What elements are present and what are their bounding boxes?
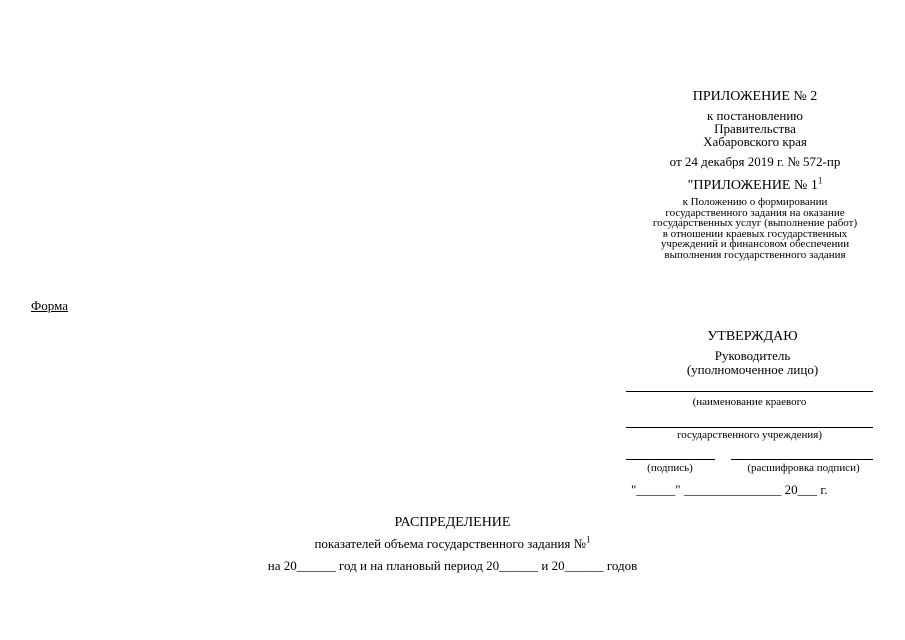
institution-caption-2: государственного учреждения) [677, 429, 822, 441]
inner-appendix-line: учреждений и финансовом обеспечении [660, 238, 850, 250]
document-period: на 20______ год и на плановый период 20______ и 20______ годов [267, 558, 638, 573]
institution-name-line [626, 391, 873, 392]
institution-name-line-2 [626, 427, 873, 428]
approve-role-2: (уполномоченное лицо) [686, 362, 819, 377]
form-label: Форма [31, 298, 68, 313]
document-subtitle [200, 536, 705, 552]
document-subtitle-text: показателей объема государственного задания № [314, 536, 587, 551]
appendix-date: от 24 декабря 2019 г. № 572-пр [669, 154, 841, 169]
document-title: РАСПРЕДЕЛЕНИЕ [394, 515, 511, 530]
decode-line [731, 459, 873, 460]
inner-appendix-title [640, 175, 870, 194]
approval-date-line: "______" _______________ 20___ г. [631, 482, 828, 497]
appendix-title: ПРИЛОЖЕНИЕ № 2 [692, 89, 818, 104]
approve-role [640, 349, 865, 377]
signature-caption: (подпись) [647, 462, 693, 474]
inner-appendix-line: государственного задания на оказание [665, 206, 845, 219]
inner-appendix-line: в отношении краевых государственных [662, 227, 848, 240]
approve-title: УТВЕРЖДАЮ [707, 329, 798, 344]
institution-caption-1: (наименование краевого [692, 396, 807, 408]
appendix-line-1: к постановлению [706, 108, 804, 123]
signature-line [626, 459, 715, 460]
inner-appendix-line: выполнения государственного задания [664, 248, 846, 261]
inner-appendix-body [620, 197, 890, 260]
inner-appendix-line: к Положению о формировании [682, 196, 828, 208]
inner-appendix-title-text: "ПРИЛОЖЕНИЕ № 1 [687, 178, 818, 193]
appendix-reference [640, 109, 870, 148]
approve-role-1: Руководитель [714, 348, 791, 363]
inner-appendix-sup: 1 [817, 175, 823, 186]
decode-caption: (расшифровка подписи) [747, 462, 860, 474]
appendix-line-2: Правительства [714, 121, 796, 136]
appendix-line-3: Хабаровского края [703, 134, 807, 149]
inner-appendix-line: государственных услуг (выполнение работ) [652, 217, 858, 229]
document-subtitle-sup: 1 [586, 534, 591, 545]
